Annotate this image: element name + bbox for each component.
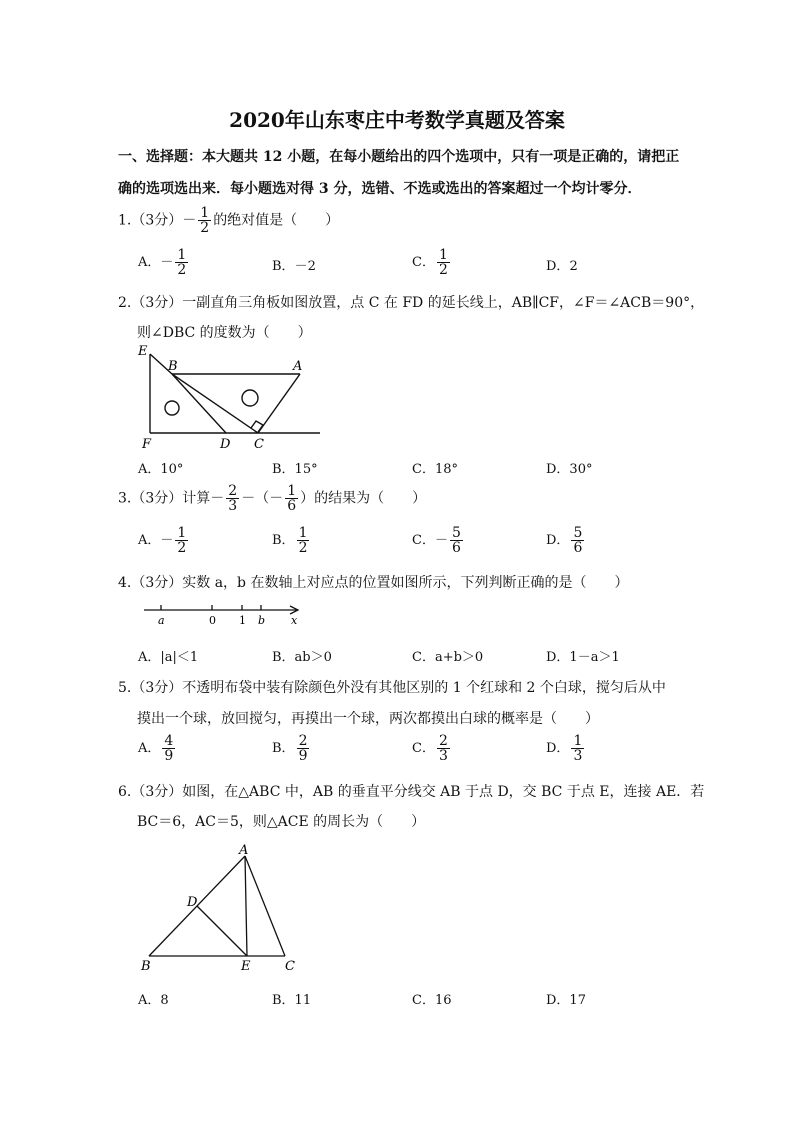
- line-ac: [258, 374, 300, 433]
- question-number: 2.（3分）: [118, 295, 183, 311]
- option-a: A．|a|＜1: [138, 650, 199, 665]
- section-line-1: 一、选择题：本大题共 12 小题，在每小题给出的四个选项中，只有一项是正确的，请把正: [118, 149, 680, 165]
- option-b: B．ab＞0: [272, 650, 332, 665]
- label-e: E: [138, 344, 148, 359]
- question-2-line-1: [118, 292, 704, 312]
- question-number: 5.（3分）: [118, 680, 183, 696]
- question-number: 6.（3分）: [118, 784, 183, 800]
- fraction: $\frac{1}{6}$: [287, 483, 297, 514]
- option-d: D．17: [546, 993, 586, 1008]
- question-3: 3.（3分）计算－ $\frac{2}{3}$ －（－ $\frac{1}{6}$ ）的结果为（ ）: [118, 483, 427, 514]
- label-a: A: [293, 359, 303, 374]
- label-a: A: [239, 843, 249, 858]
- option-c: C． $\frac{2}{3}$: [412, 733, 448, 764]
- option-a: A．10°: [138, 462, 184, 477]
- label-c: C: [285, 959, 295, 974]
- question-number: 3.（3分）: [118, 490, 183, 507]
- option-a: A． $\frac{4}{9}$: [138, 733, 174, 764]
- number-line-figure-q4: [138, 598, 308, 628]
- page-title: 2020年山东枣庄中考数学真题及答案: [229, 108, 565, 132]
- option-d: D．2: [546, 259, 578, 274]
- question-number: 1.（3分）: [118, 212, 183, 229]
- label-b: b: [258, 614, 266, 627]
- side-ca: [245, 856, 285, 956]
- question-4: [118, 572, 628, 592]
- question-6-line-2: BC＝6，AC＝5，则△ACE 的周长为（ ）: [137, 814, 426, 830]
- option-d: D．1－a＞1: [546, 650, 620, 665]
- question-text: 的绝对值是（ ）: [213, 212, 340, 229]
- segment-de: [197, 906, 247, 956]
- section-line-2: 确的选项选出来．每小题选对得 3 分，选错、不选或选出的答案超过一个均计零分．: [118, 181, 642, 197]
- question-text: 不透明布袋中装有除颜色外没有其他区别的 1 个红球和 2 个白球，搅匀后从中: [182, 680, 666, 696]
- right-angle-mark: [251, 421, 263, 432]
- option-b: B．－2: [272, 259, 316, 274]
- option-a: A．－ $\frac{1}{2}$: [138, 525, 187, 556]
- option-c: C． $\frac{1}{2}$: [412, 247, 448, 278]
- option-c: C．16: [412, 993, 452, 1008]
- circle-right: [242, 390, 258, 406]
- question-text: 如图，在△ABC 中，AB 的垂直平分线交 AB 于点 D，交 BC 于点 E，连接 AE．若: [182, 784, 705, 800]
- option-c: C．18°: [412, 462, 458, 477]
- segment-ae: [245, 856, 247, 956]
- option-a: A．8: [138, 993, 169, 1008]
- label-e: E: [241, 959, 251, 974]
- triangle-figure-q6: [135, 838, 305, 978]
- label-c: C: [254, 437, 264, 452]
- option-d: D．30°: [546, 462, 593, 477]
- option-b: B． $\frac{1}{2}$: [272, 525, 308, 556]
- label-d: D: [187, 895, 198, 910]
- option-b: B．11: [272, 993, 312, 1008]
- option-b: B． $\frac{2}{9}$: [272, 733, 308, 764]
- label-zero: 0: [209, 614, 216, 627]
- question-text: 实数 a，b 在数轴上对应点的位置如图所示，下列判断正确的是（ ）: [182, 575, 629, 591]
- question-number: 4.（3分）: [118, 575, 183, 591]
- fraction: $\frac{1}{2}$: [200, 205, 210, 236]
- label-x: x: [291, 614, 298, 627]
- minus-sign: －: [182, 212, 197, 229]
- option-d: D． $\frac{1}{3}$: [546, 733, 583, 764]
- triangle-figure-q2: [130, 340, 330, 452]
- option-a: A．－ $\frac{1}{2}$: [138, 247, 187, 278]
- label-f: F: [142, 437, 152, 452]
- question-text: 一副直角三角板如图放置，点 C 在 FD 的延长线上，AB∥CF，∠F＝∠ACB＝90°，: [182, 295, 705, 311]
- label-one: 1: [239, 614, 246, 627]
- fraction: $\frac{2}{3}$: [228, 483, 238, 514]
- option-c: C．－ $\frac{5}{6}$: [412, 525, 461, 556]
- question-2-line-2: 则∠DBC 的度数为（ ）: [137, 325, 312, 341]
- question-1: [118, 206, 339, 235]
- line-bd: [172, 374, 226, 433]
- option-b: B．15°: [272, 462, 318, 477]
- label-b: B: [168, 359, 178, 374]
- option-c: C．a+b＞0: [412, 650, 484, 665]
- label-d: D: [220, 437, 231, 452]
- question-5-line-1: [118, 677, 666, 697]
- question-5-line-2: 摸出一个球，放回搅匀，再摸出一个球，两次都摸出白球的概率是（ ）: [137, 711, 599, 727]
- label-b: B: [141, 959, 151, 974]
- option-d: D． $\frac{5}{6}$: [546, 525, 583, 556]
- circle-left: [165, 401, 179, 415]
- label-a: a: [158, 614, 165, 627]
- question-6-line-1: [118, 781, 704, 801]
